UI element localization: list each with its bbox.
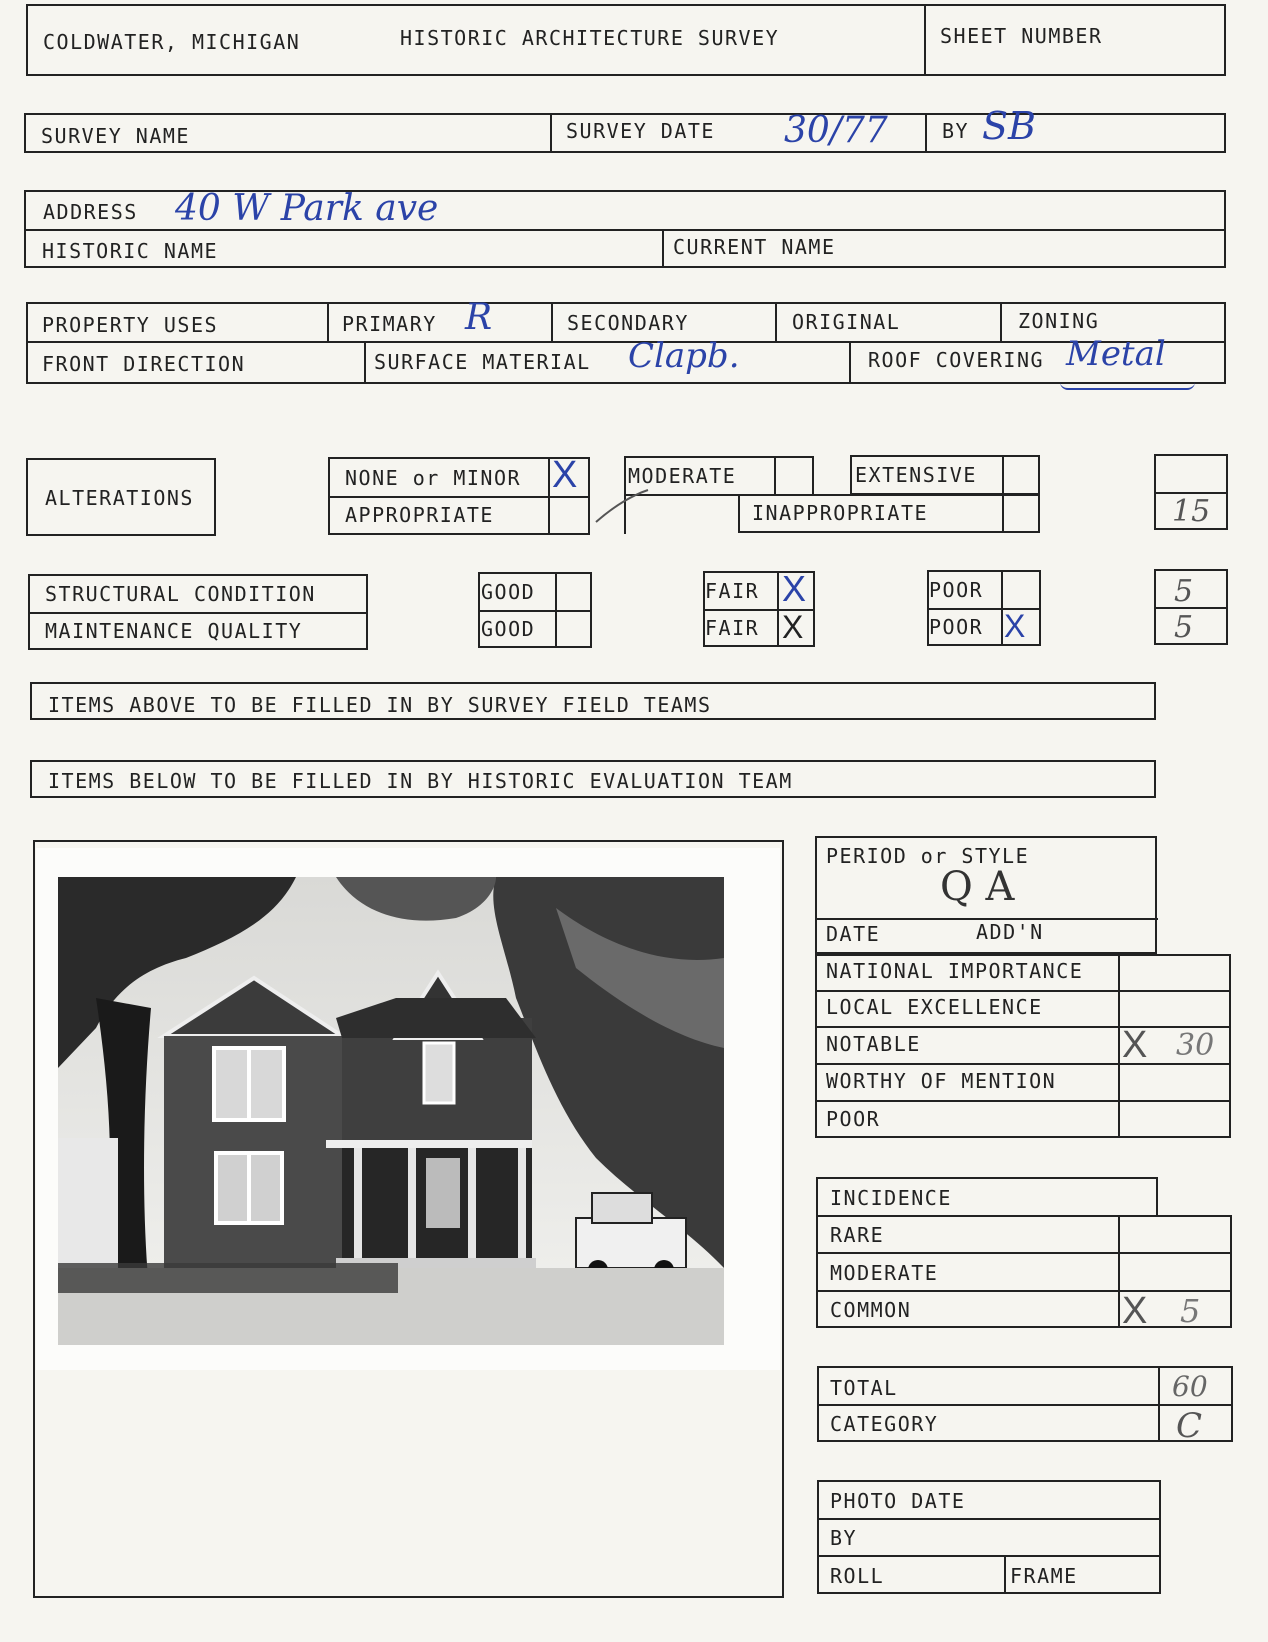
address-value: 40 W Park ave [175, 188, 439, 229]
survey-date-value: 30/77 [784, 110, 888, 151]
maintenance-good-label: GOOD [481, 617, 536, 641]
eval-row-1 [815, 954, 1231, 956]
surface-material-value: Clapb. [628, 336, 740, 376]
property-uses-label: PROPERTY USES [42, 313, 219, 337]
none-minor-mark: X [552, 454, 578, 496]
primary-value: R [465, 297, 493, 338]
category-value: C [1176, 1406, 1203, 1446]
notable-mark: X [1122, 1024, 1148, 1066]
evaluation-team-note: ITEMS BELOW TO BE FILLED IN BY HISTORIC EVALUATION TEAM [48, 769, 793, 793]
field-team-note: ITEMS ABOVE TO BE FILLED IN BY SURVEY FIELD TEAMS [48, 693, 712, 717]
local-excellence-label: LOCAL EXCELLENCE [826, 995, 1043, 1019]
photo-info-row-1 [817, 1518, 1161, 1520]
historic-name-label: HISTORIC NAME [42, 239, 219, 263]
rare-label: RARE [830, 1223, 885, 1247]
property-row-divider [26, 341, 1226, 343]
address-row-divider [24, 229, 1226, 231]
photo-by-label: BY [830, 1526, 858, 1550]
incidence-label: INCIDENCE [830, 1186, 952, 1210]
primary-label: PRIMARY [342, 312, 437, 336]
property-divider-2 [551, 302, 553, 342]
roof-covering-value: Metal [1066, 334, 1166, 374]
photo-date-label: PHOTO DATE [830, 1489, 966, 1513]
property-divider-5 [364, 341, 366, 384]
totals-value-divider [1158, 1366, 1160, 1442]
property-divider-1 [327, 302, 329, 342]
structural-good-label: GOOD [481, 580, 536, 604]
survey-name-label: SURVEY NAME [41, 124, 190, 148]
maintenance-poor-mark: X [1004, 608, 1026, 644]
inappropriate-label: INAPPROPRIATE [752, 501, 929, 525]
category-label: CATEGORY [830, 1412, 939, 1436]
notable-score: 30 [1176, 1028, 1215, 1063]
notable-label: NOTABLE [826, 1032, 921, 1056]
total-label: TOTAL [830, 1376, 898, 1400]
alterations-label: ALTERATIONS [45, 486, 194, 510]
worthy-of-mention-label: WORTHY OF MENTION [826, 1069, 1057, 1093]
none-minor-check-divider [548, 457, 550, 535]
original-label: ORIGINAL [792, 310, 901, 334]
sheet-number-label: SHEET NUMBER [940, 24, 1103, 48]
incidence-row-2 [816, 1290, 1232, 1292]
moderate-label: MODERATE [628, 464, 737, 488]
national-importance-label: NATIONAL IMPORTANCE [826, 959, 1084, 983]
survey-title: HISTORIC ARCHITECTURE SURVEY [400, 26, 780, 50]
structural-fair-label: FAIR [705, 579, 760, 603]
incidence-row-1 [816, 1252, 1232, 1254]
moderate-incidence-label: MODERATE [830, 1261, 939, 1285]
survey-by-value: SB [982, 104, 1036, 148]
maintenance-quality-label: MAINTENANCE QUALITY [45, 619, 303, 643]
header-divider [924, 4, 926, 76]
house-photo [36, 848, 780, 1370]
common-label: COMMON [830, 1298, 912, 1322]
alterations-score: 15 [1172, 494, 1211, 529]
eval-top-right-mask [1158, 916, 1234, 954]
totals-divider [817, 1404, 1233, 1406]
property-divider-4 [1000, 302, 1002, 342]
extensive-label: EXTENSIVE [855, 463, 977, 487]
total-value: 60 [1172, 1370, 1208, 1403]
maintenance-fair-mark: X [782, 609, 804, 645]
roof-covering-label: ROOF COVERING [868, 348, 1045, 372]
structural-score: 5 [1174, 574, 1194, 609]
appropriate-label: APPROPRIATE [345, 503, 494, 527]
period-style-value: Q A [940, 864, 1015, 910]
maintenance-poor-label: POOR [929, 615, 984, 639]
property-divider-3 [775, 302, 777, 342]
city-label: COLDWATER, MICHIGAN [43, 30, 301, 54]
survey-divider-2 [925, 113, 927, 153]
maintenance-fair-label: FAIR [705, 616, 760, 640]
poor-label: POOR [826, 1107, 881, 1131]
structural-condition-label: STRUCTURAL CONDITION [45, 582, 316, 606]
surface-material-label: SURFACE MATERIAL [374, 350, 591, 374]
poor-check-divider [1001, 570, 1003, 646]
common-mark: X [1122, 1290, 1148, 1332]
frame-label: FRAME [1010, 1564, 1078, 1588]
moderate-check-divider [774, 456, 776, 496]
incidence-score-divider [1118, 1215, 1120, 1328]
date-label: DATE [826, 922, 881, 946]
address-label: ADDRESS [43, 200, 138, 224]
survey-date-label: SURVEY DATE [566, 119, 715, 143]
roof-covering-underline [1060, 382, 1195, 390]
structural-poor-label: POOR [929, 578, 984, 602]
eval-score-divider [1118, 954, 1120, 1138]
eval-row-3 [815, 1026, 1231, 1028]
none-minor-divider [328, 496, 590, 498]
maintenance-score: 5 [1174, 610, 1194, 645]
house-photo-image [36, 848, 780, 1370]
roll-label: ROLL [830, 1564, 885, 1588]
good-divider [478, 610, 592, 612]
property-divider-6 [849, 341, 851, 384]
current-name-label: CURRENT NAME [673, 235, 836, 259]
survey-divider-1 [550, 113, 552, 153]
zoning-label: ZONING [1018, 309, 1100, 333]
name-divider [662, 229, 664, 268]
eval-row-2 [815, 990, 1231, 992]
none-minor-label: NONE or MINOR [345, 466, 522, 490]
fair-check-divider [777, 571, 779, 647]
eval-row-4 [815, 1063, 1231, 1065]
survey-by-label: BY [942, 119, 970, 143]
roll-frame-divider [1004, 1555, 1006, 1594]
common-score: 5 [1180, 1292, 1201, 1330]
condition-label-divider [28, 612, 368, 614]
secondary-label: SECONDARY [567, 311, 689, 335]
front-direction-label: FRONT DIRECTION [42, 352, 246, 376]
good-check-divider [555, 572, 557, 648]
structural-fair-mark: X [782, 568, 807, 609]
eval-row-5 [815, 1100, 1231, 1102]
period-style-label: PERIOD or STYLE [826, 844, 1030, 868]
photo-info-row-2 [817, 1555, 1161, 1557]
date-value: ADD'N [976, 920, 1044, 944]
appropriate-check-icon [592, 486, 652, 526]
